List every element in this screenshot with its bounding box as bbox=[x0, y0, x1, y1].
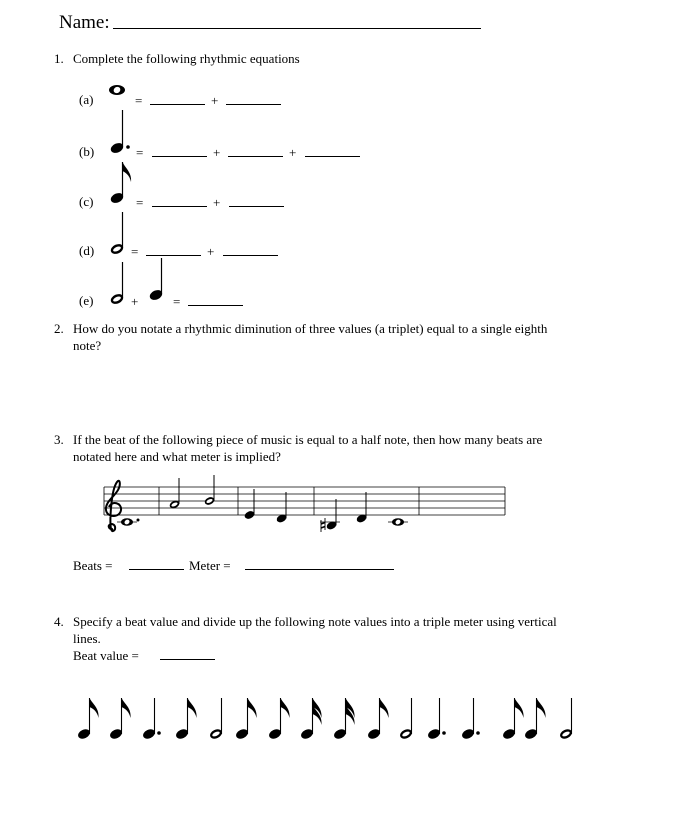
q1-number: 1. bbox=[54, 51, 64, 66]
q1c-equals: = bbox=[136, 195, 144, 210]
name-label: Name: bbox=[59, 12, 110, 33]
staff-note bbox=[388, 518, 408, 526]
q1a-plus: + bbox=[211, 93, 219, 108]
beats-label: Beats = bbox=[73, 558, 113, 573]
q4-line-1: Specify a beat value and divide up the following note values into a triple meter using vertical bbox=[73, 614, 557, 629]
staff-note bbox=[203, 475, 215, 506]
dotted-quarter-note-icon bbox=[427, 698, 446, 741]
eighth-note-icon bbox=[367, 698, 389, 741]
beats-blank[interactable] bbox=[129, 569, 184, 570]
q2-line-2: note? bbox=[73, 338, 102, 353]
eighth-note-icon bbox=[524, 698, 546, 741]
half-note-icon bbox=[209, 698, 224, 741]
q2-line-1: How do you notate a rhythmic diminution of three values (a triplet) equal to a single eighth bbox=[73, 321, 548, 336]
sixteenth-note-icon bbox=[300, 698, 322, 741]
q1c-label: (c) bbox=[79, 194, 94, 209]
q1d-label: (d) bbox=[79, 243, 95, 258]
q1d-equals: = bbox=[131, 244, 139, 259]
q3-line-1: If the beat of the following piece of music is equal to a half note, then how many beats are bbox=[73, 432, 543, 447]
eighth-note-icon bbox=[77, 698, 99, 741]
half-note-icon bbox=[399, 698, 414, 741]
q3-number: 3. bbox=[54, 432, 64, 447]
q1-prompt: Complete the following rhythmic equations bbox=[73, 51, 300, 66]
q1b-equals: = bbox=[136, 145, 144, 160]
staff-note bbox=[117, 518, 140, 526]
meter-blank[interactable] bbox=[245, 569, 394, 570]
q4-line-2: lines. bbox=[73, 631, 101, 646]
sixteenth-note-icon bbox=[333, 698, 355, 741]
q1b-plus-2: + bbox=[289, 145, 297, 160]
q1a-label: (a) bbox=[79, 92, 94, 107]
q3-line-2: notated here and what meter is implied? bbox=[73, 449, 281, 464]
treble-clef-icon bbox=[106, 481, 121, 531]
q1b-plus-1: + bbox=[213, 145, 221, 160]
meter-label: Meter = bbox=[189, 558, 231, 573]
staff-note bbox=[320, 499, 340, 532]
eighth-note-icon bbox=[502, 698, 524, 741]
beat-value-blank[interactable] bbox=[160, 659, 215, 660]
q1c-plus: + bbox=[213, 195, 221, 210]
q1e-plus: + bbox=[131, 294, 139, 309]
note-row bbox=[0, 680, 697, 760]
q4-number: 4. bbox=[54, 614, 64, 629]
beat-value-label: Beat value = bbox=[73, 648, 139, 663]
q2-number: 2. bbox=[54, 321, 64, 336]
dotted-quarter-note-icon bbox=[142, 698, 161, 741]
q1a-equals: = bbox=[135, 93, 143, 108]
q1b-label: (b) bbox=[79, 144, 95, 159]
eighth-note-icon bbox=[235, 698, 257, 741]
q1d-plus: + bbox=[207, 244, 215, 259]
eighth-note-icon bbox=[109, 698, 131, 741]
q1e-equals: = bbox=[173, 294, 181, 309]
eighth-note-icon bbox=[268, 698, 290, 741]
dotted-quarter-note-icon bbox=[461, 698, 480, 741]
eighth-note-icon bbox=[175, 698, 197, 741]
q1e-label: (e) bbox=[79, 293, 94, 308]
half-note-icon bbox=[559, 698, 574, 741]
